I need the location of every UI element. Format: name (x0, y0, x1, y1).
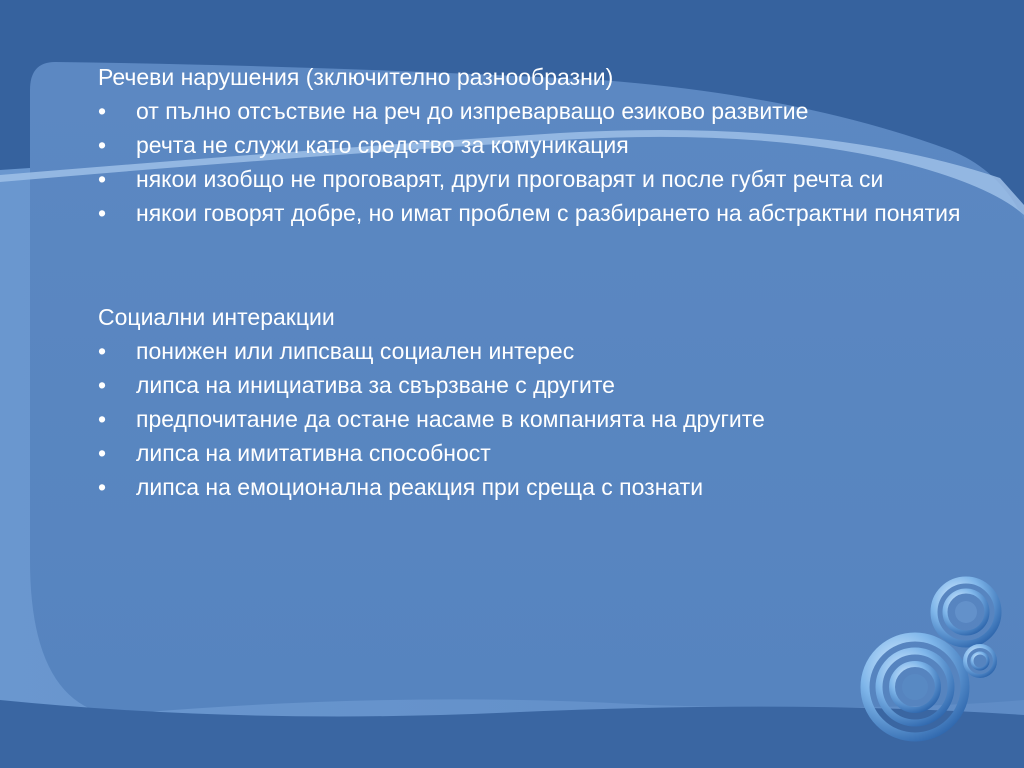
bullet-item: • предпочитание да остане насаме в компанията на другите (98, 406, 765, 432)
bullet-item: • някои изобщо не проговарят, други проговарят и после губят речта си (98, 166, 884, 192)
bullet-item: • от пълно отсъствие на реч до изпреварващо езиково развитие (98, 98, 809, 124)
bullet-list-social (98, 338, 978, 500)
bullet-dot: • (98, 406, 107, 432)
concentric-rings-icon (860, 575, 1024, 768)
bullet-dot: • (98, 200, 107, 226)
section-spacer (98, 234, 978, 304)
bullet-dot: • (98, 98, 107, 124)
bullet-dot: • (98, 372, 107, 398)
bullet-item: • речта не служи като средство за комуникация (98, 132, 629, 158)
bullet-dot: • (98, 440, 107, 466)
bullet-item: • липса на инициатива за свързване с другите (98, 372, 615, 398)
section-title-social: Социални интеракции (98, 304, 335, 330)
bullet-item: • липса на емоционална реакция при среща с познати (98, 474, 704, 500)
bullet-list-speech (98, 98, 978, 226)
bullet-item: • някои говорят добре, но имат проблем с разбирането на абстрактни понятия (98, 200, 961, 226)
bullet-dot: • (98, 132, 107, 158)
bullet-item: • липса на имитативна способност (98, 440, 491, 466)
section-title-speech: Речеви нарушения (зключително разнообразни) (98, 64, 614, 90)
bullet-dot: • (98, 166, 107, 192)
bullet-dot: • (98, 338, 107, 364)
slide-content (98, 64, 978, 508)
bullet-dot: • (98, 474, 107, 500)
bullet-item: • понижен или липсващ социален интерес (98, 338, 575, 364)
